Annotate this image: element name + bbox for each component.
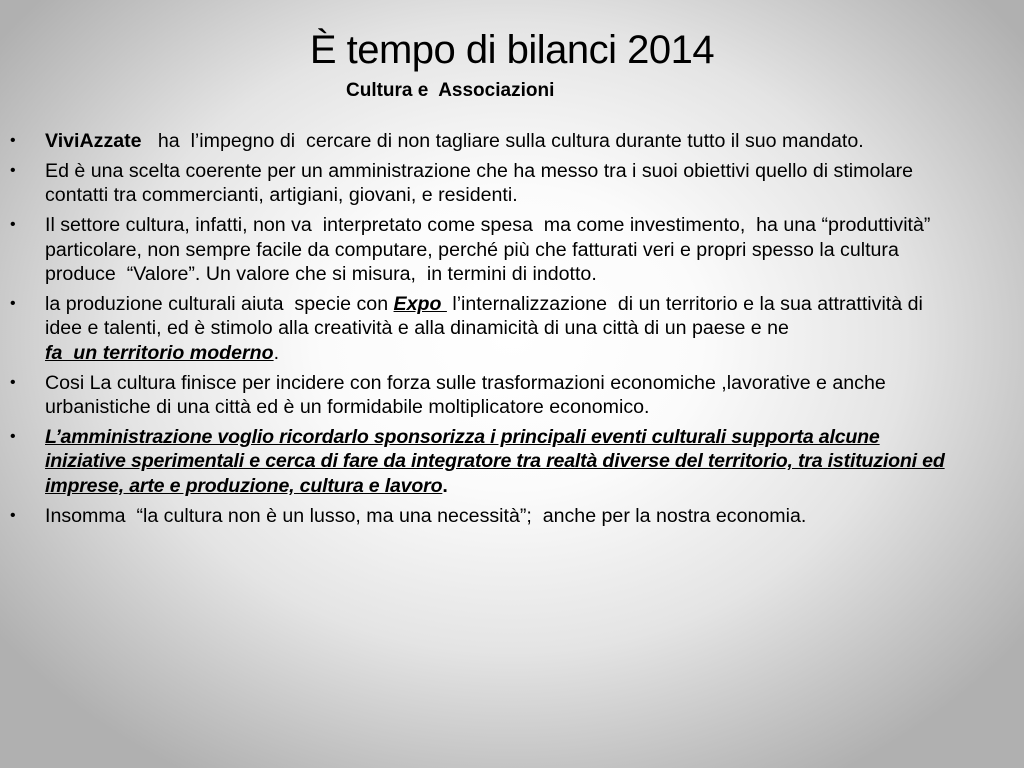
bullet-item: [0, 129, 950, 153]
bullet-text: .: [442, 474, 448, 497]
bullet-text: la produzione culturali aiuta specie con: [45, 292, 394, 315]
bullet-strong-text: ViviAzzate: [45, 130, 142, 152]
bullet-item: [0, 292, 950, 365]
bullet-text: Cosi La cultura finisce per incidere con forza sulle trasformazioni economiche ,lavorative e anche urbanistiche di una città ed è un formidabile moltiplicatore economico.: [45, 371, 886, 419]
bullet-marker: •: [10, 294, 16, 312]
bullet-emphasis-expo: Expo: [393, 292, 447, 315]
bullet-text: ha l’impegno di cercare di non tagliare sulla cultura durante tutto il suo mandato.: [141, 130, 864, 152]
bullet-item: [0, 371, 950, 420]
bullet-item: [0, 213, 950, 286]
bullet-emphasis-statement: L’amministrazione voglio ricordarlo sponsorizza i principali eventi culturali supporta alcune iniziative sperimentali e cerca di fare da integratore tra realtà diverse del territorio, tra istituzioni ed imprese, arte e produzione, cultura e lavoro: [45, 425, 945, 497]
bullet-marker: •: [10, 132, 16, 149]
bullet-item: [0, 425, 950, 498]
bullet-text: Il settore cultura, infatti, non va interpretato come spesa ma come investimento, ha una “produttività” particolare, non sempre facile da computare, perché più che fatturati veri e propri spesso la cultura produce “Valore”. Un valore che si misura, in termini di indotto.: [45, 214, 936, 286]
bullet-marker: •: [10, 161, 16, 179]
bullet-marker: •: [10, 506, 16, 524]
slide-title: È tempo di bilanci 2014: [309, 28, 715, 72]
bullet-text: .: [273, 341, 280, 364]
bullet-marker: •: [10, 216, 16, 234]
bullet-list: [0, 129, 1024, 534]
slide-subtitle: Cultura e Associazioni: [346, 80, 555, 101]
bullet-emphasis-territorio: fa un territorio moderno: [45, 341, 274, 364]
bullet-item: [0, 504, 950, 528]
bullet-text: l’internalizzazione di un territorio e la sua attrattività di idee e talenti, ed è stimolo alla creatività e alla dinamicità di una città di un paese e ne: [45, 292, 929, 340]
bullet-text: Ed è una scelta coerente per un amministrazione che ha messo tra i suoi obiettivi quello di stimolare contatti tra commercianti, artigiani, giovani, e residenti.: [45, 159, 914, 207]
bullet-marker: •: [10, 427, 16, 445]
bullet-text: Insomma “la cultura non è un lusso, ma una necessità”; anche per la nostra economia.: [45, 504, 807, 527]
bullet-marker: •: [10, 373, 16, 391]
bullet-item: [0, 159, 950, 208]
